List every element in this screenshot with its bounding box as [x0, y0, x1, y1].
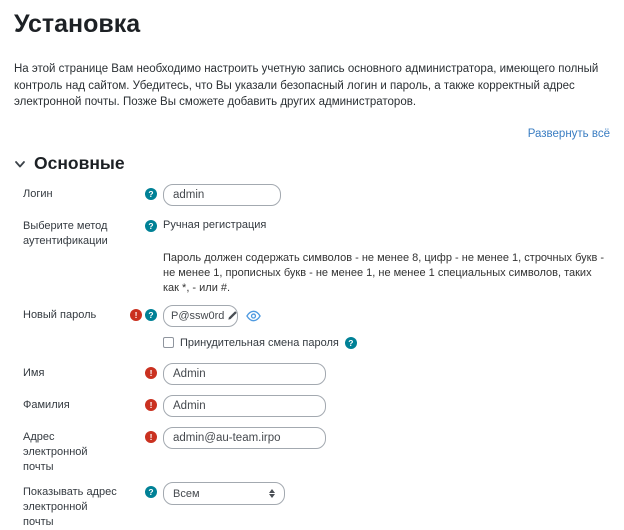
section-title: Основные	[34, 153, 125, 174]
lastname-input[interactable]	[163, 395, 326, 417]
required-icon: !	[145, 431, 157, 443]
email-row	[14, 427, 610, 475]
pencil-icon[interactable]	[227, 310, 238, 321]
email-label: Адрес электронной почты	[23, 430, 88, 473]
password-hint-row	[14, 251, 610, 297]
force-change-checkbox[interactable]	[163, 337, 174, 348]
help-icon[interactable]: ?	[145, 486, 157, 498]
intro-text: На этой странице Вам необходимо настроить учетную запись основного администратора, имеющего полный контроль над сайтом. Убедитесь, что Вы указали безопасный логин и пароль, а также корректный адрес электронной почты. Позже Вы сможете добавить других администраторов.	[14, 63, 599, 109]
force-change-label: Принудительная смена пароля	[180, 336, 339, 349]
lastname-label: Фамилия	[23, 398, 70, 411]
help-icon[interactable]: ?	[345, 337, 357, 349]
auth-method-value: Ручная регистрация	[163, 219, 267, 232]
firstname-row	[14, 363, 610, 387]
new-password-input[interactable]	[163, 305, 238, 327]
new-password-value: P@ssw0rd	[171, 309, 225, 322]
username-row	[14, 184, 610, 208]
help-icon[interactable]: ?	[145, 309, 157, 321]
auth-method-row	[14, 216, 610, 249]
username-input[interactable]	[163, 184, 281, 206]
help-icon[interactable]: ?	[145, 188, 157, 200]
username-label: Логин	[23, 188, 53, 201]
email-display-value: Всем	[173, 487, 200, 500]
expand-all-link[interactable]: Развернуть всё	[527, 128, 610, 141]
auth-method-label: Выберите метод аутентификации	[23, 220, 108, 247]
firstname-input[interactable]	[163, 363, 326, 385]
eye-icon[interactable]	[246, 310, 261, 322]
page-title: Установка	[14, 10, 141, 38]
chevron-down-icon	[14, 158, 26, 170]
force-change-row	[14, 337, 610, 351]
password-policy-hint: Пароль должен содержать символов - не менее 8, цифр - не менее 1, строчных букв - не менее 1, прописных букв - не менее 1, не менее 1 специальных символов, таких как *, - или #.	[163, 251, 605, 295]
email-display-label: Показывать адрес электронной почты	[23, 486, 117, 529]
admin-account-form	[14, 184, 610, 530]
new-password-label: Новый пароль	[23, 308, 97, 321]
section-header-general[interactable]	[14, 153, 610, 174]
help-icon[interactable]: ?	[145, 220, 157, 232]
select-arrows-icon	[269, 489, 275, 498]
email-input[interactable]	[163, 427, 326, 449]
lastname-row	[14, 395, 610, 419]
required-icon: !	[130, 309, 142, 321]
email-display-select[interactable]	[163, 482, 285, 505]
required-icon: !	[145, 399, 157, 411]
new-password-row	[14, 305, 610, 329]
firstname-label: Имя	[23, 366, 45, 379]
email-display-row	[14, 482, 610, 530]
required-icon: !	[145, 367, 157, 379]
expand-all-row	[14, 124, 610, 142]
